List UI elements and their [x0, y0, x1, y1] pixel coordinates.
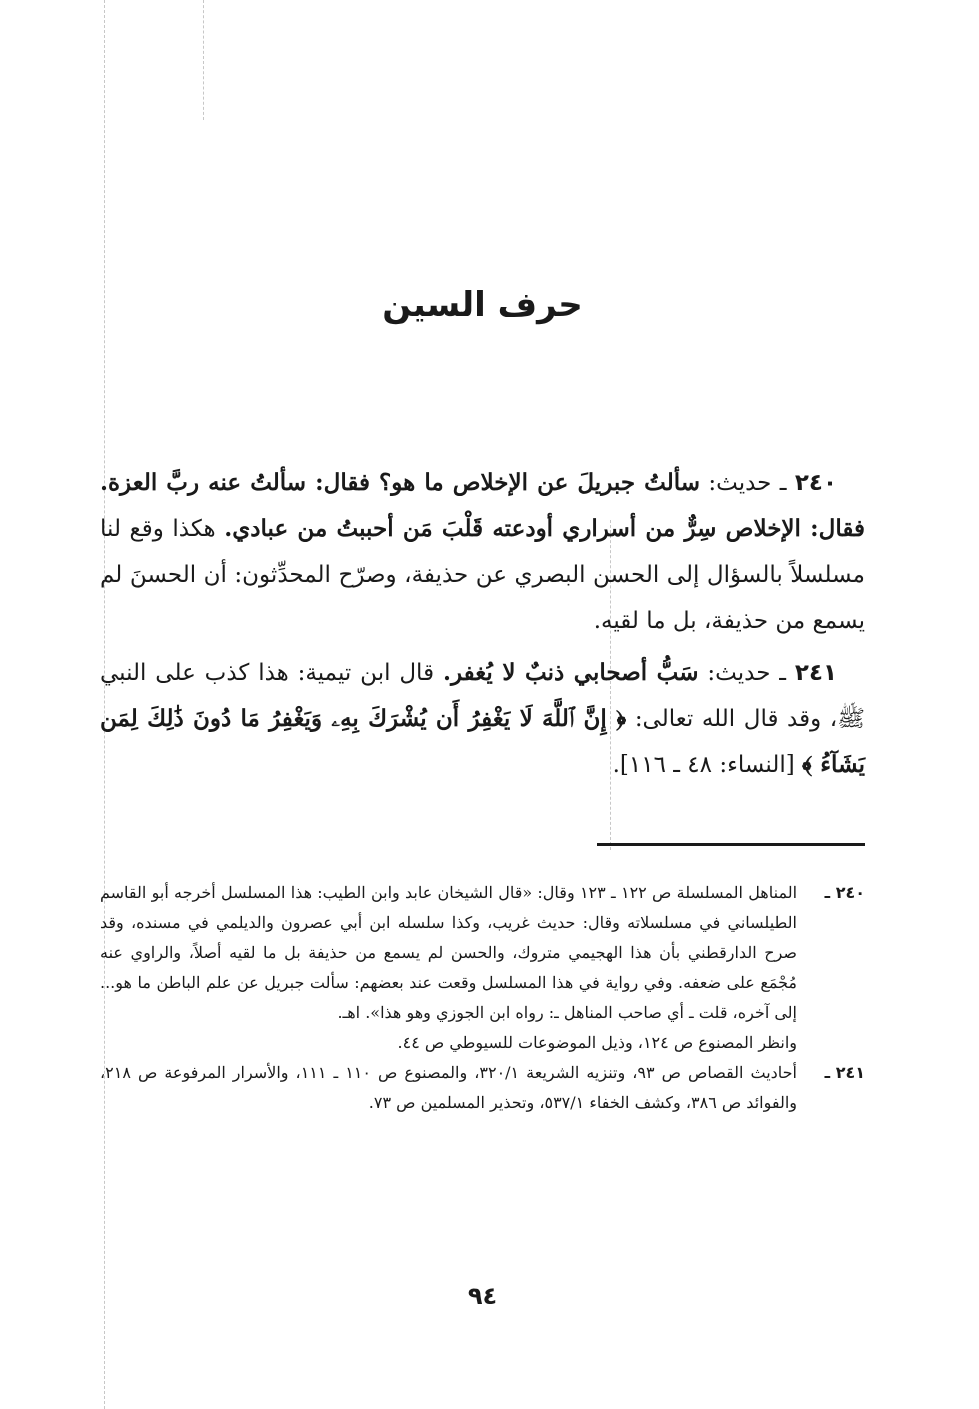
- hadith-text: سَبُّ أصحابي ذنبٌ لا يُغفر.: [442, 659, 699, 686]
- entry-commentary: قال ابن تيمية: هذا كذب على النبي ﷺ، وقد قال الله تعالى:: [100, 660, 866, 732]
- chapter-title: حرف السين: [382, 285, 583, 325]
- verse-citation: [النساء: ٤٨ ـ ١١٦].: [612, 752, 795, 778]
- quran-verse: ﴿ إِنَّ ٱللَّهَ لَا يَغْفِرُ أَن يُشْرَكَ بِهِۦ وَيَغْفِرُ مَا دُونَ ذَٰلِكَ لِمَن يَشَآءُ ﴾: [100, 705, 865, 778]
- footnote-number: ٢٤١ ـ: [824, 1063, 865, 1082]
- entry-241: [100, 650, 865, 788]
- entry-240: [100, 460, 865, 644]
- footnote-number: ٢٤٠ ـ: [824, 883, 865, 902]
- footnote-240-extra: وانظر المصنوع ص ١٢٤، وذيل الموضوعات للسيوطي ص ٤٤.: [397, 1033, 797, 1052]
- entry-lead: ـ حديث:: [707, 660, 787, 686]
- footnote-240: [100, 878, 865, 1028]
- entry-number: ٢٤٠: [794, 470, 837, 496]
- book-page: [100, 0, 865, 1409]
- entry-commentary: هكذا وقع لنا مسلسلاً بالسؤال إلى الحسن البصري عن حذيفة، وصرّح المحدِّثون: أن الحسنَ لم يسمع من حذيفة، بل ما لقيه.: [100, 516, 865, 634]
- entry-lead: ـ حديث:: [708, 470, 787, 496]
- page-number: ٩٤: [467, 1282, 498, 1310]
- footnote-separator: [597, 843, 865, 846]
- footnote-text: المناهل المسلسلة ص ١٢٢ ـ ١٢٣ وقال: «قال الشيخان عابد وابن الطيب: هذا المسلسل أخرجه أبو القاسم الطيلساني في مسلسلاته وقال: حديث غريب، وكذا سلسله ابن أبي عصرون والديلمي في مسنده، وقد صرح الدارقطني بأن هذا الهجيمي متروك، والحسن لم يسمع من حذيفة بل ما لقيه أصلاً، والراوي عنه مُجْمَع على ضعفه. وفي رواية في هذا المسلسل وقعت عند بعضهم: سألت جبريل عن علم الباطن ما هو... إلى آخره، قلت ـ أي صاحب المناهل ـ: رواه ابن الجوزي وهو هذا». اهـ.: [100, 883, 798, 1022]
- footnotes: [100, 878, 865, 1118]
- main-text: [100, 460, 865, 794]
- entry-number: ٢٤١: [794, 660, 838, 686]
- hadith-text: سألتُ جبريلَ عن الإخلاص ما هو؟ فقال: سألتُ عنه ربَّ العزة. فقال: الإخلاص سِرٌّ من أسراري أودعته قَلْبَ مَن أحببتُ من عبادي.: [100, 469, 866, 542]
- footnote-text: أحاديث القصاص ص ٩٣، وتنزيه الشريعة ٣٢٠/١، والمصنوع ص ١١٠ ـ ١١١، والأسرار المرفوعة ص ٢١٨، والفوائد ص ٣٨٦، وكشف الخفاء ٥٣٧/١، وتحذير المسلمين ص ٧٣.: [100, 1063, 798, 1112]
- footnote-241: [100, 1058, 865, 1118]
